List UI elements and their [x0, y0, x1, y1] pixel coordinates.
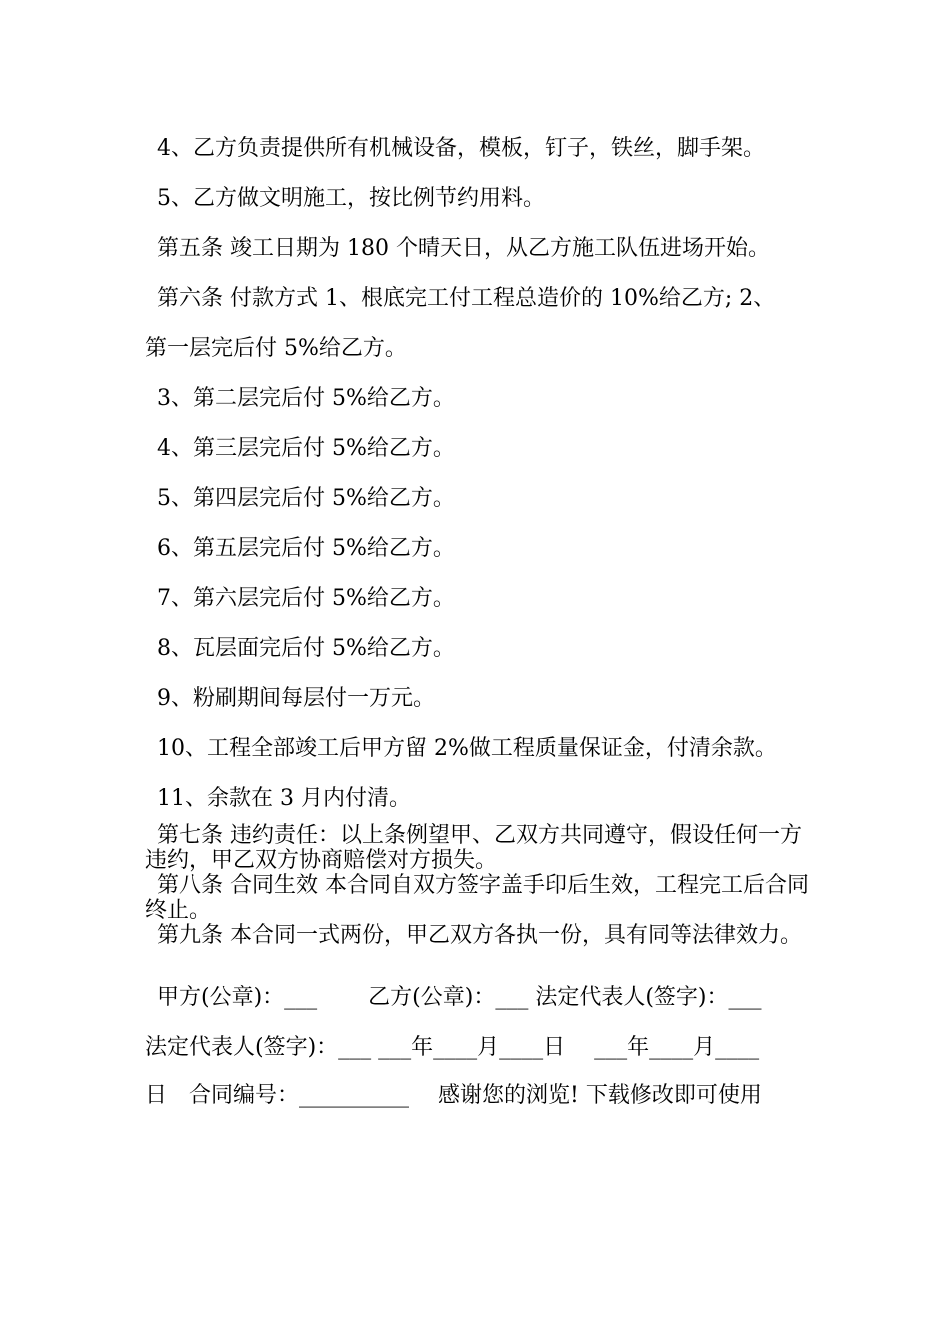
payment-item-3: 3、第二层完后付 5%给乙方。	[157, 386, 455, 411]
signature-parties: 甲方(公章)：___ 乙方(公章)：___ 法定代表人(签字)：___	[157, 985, 762, 1010]
payment-item-4: 4、第三层完后付 5%给乙方。	[157, 436, 455, 461]
payment-item-10: 10、工程全部竣工后甲方留 2%做工程质量保证金，付清余款。	[157, 736, 777, 761]
clause-4-equipment: 4、乙方负责提供所有机械设备，模板，钉子，铁丝，脚手架。	[157, 136, 765, 161]
payment-item-6: 6、第五层完后付 5%给乙方。	[157, 536, 455, 561]
payment-item-7: 7、第六层完后付 5%给乙方。	[157, 586, 455, 611]
signature-representatives-dates: 法定代表人(签字)：___ ___年____月____日 ___年____月____	[145, 1035, 760, 1060]
payment-item-11: 11、余款在 3 月内付清。	[157, 786, 411, 811]
contract-number-footer: 日 合同编号：__________ 感谢您的浏览! 下载修改即可使用	[145, 1083, 762, 1108]
article-7-liability: 第七条 违约责任：以上条例望甲、乙双方共同遵守，假设任何一方违约，甲乙双方协商赔偿对方损失。	[145, 823, 802, 873]
article-9-copies: 第九条 本合同一式两份，甲乙双方各执一份，具有同等法律效力。	[157, 923, 802, 948]
payment-first-floor: 第一层完后付 5%给乙方。	[145, 336, 407, 361]
article-6-payment-method: 第六条 付款方式 1、根底完工付工程总造价的 10%给乙方; 2、	[157, 286, 776, 311]
payment-item-5: 5、第四层完后付 5%给乙方。	[157, 486, 455, 511]
article-5-completion-date: 第五条 竣工日期为 180 个晴天日，从乙方施工队伍进场开始。	[157, 236, 770, 261]
clause-5-construction: 5、乙方做文明施工，按比例节约用料。	[157, 186, 545, 211]
payment-item-9: 9、粉刷期间每层付一万元。	[157, 686, 435, 711]
article-8-effectiveness: 第八条 合同生效 本合同自双方签字盖手印后生效，工程完工后合同终止。	[145, 873, 809, 923]
payment-item-8: 8、瓦层面完后付 5%给乙方。	[157, 636, 455, 661]
